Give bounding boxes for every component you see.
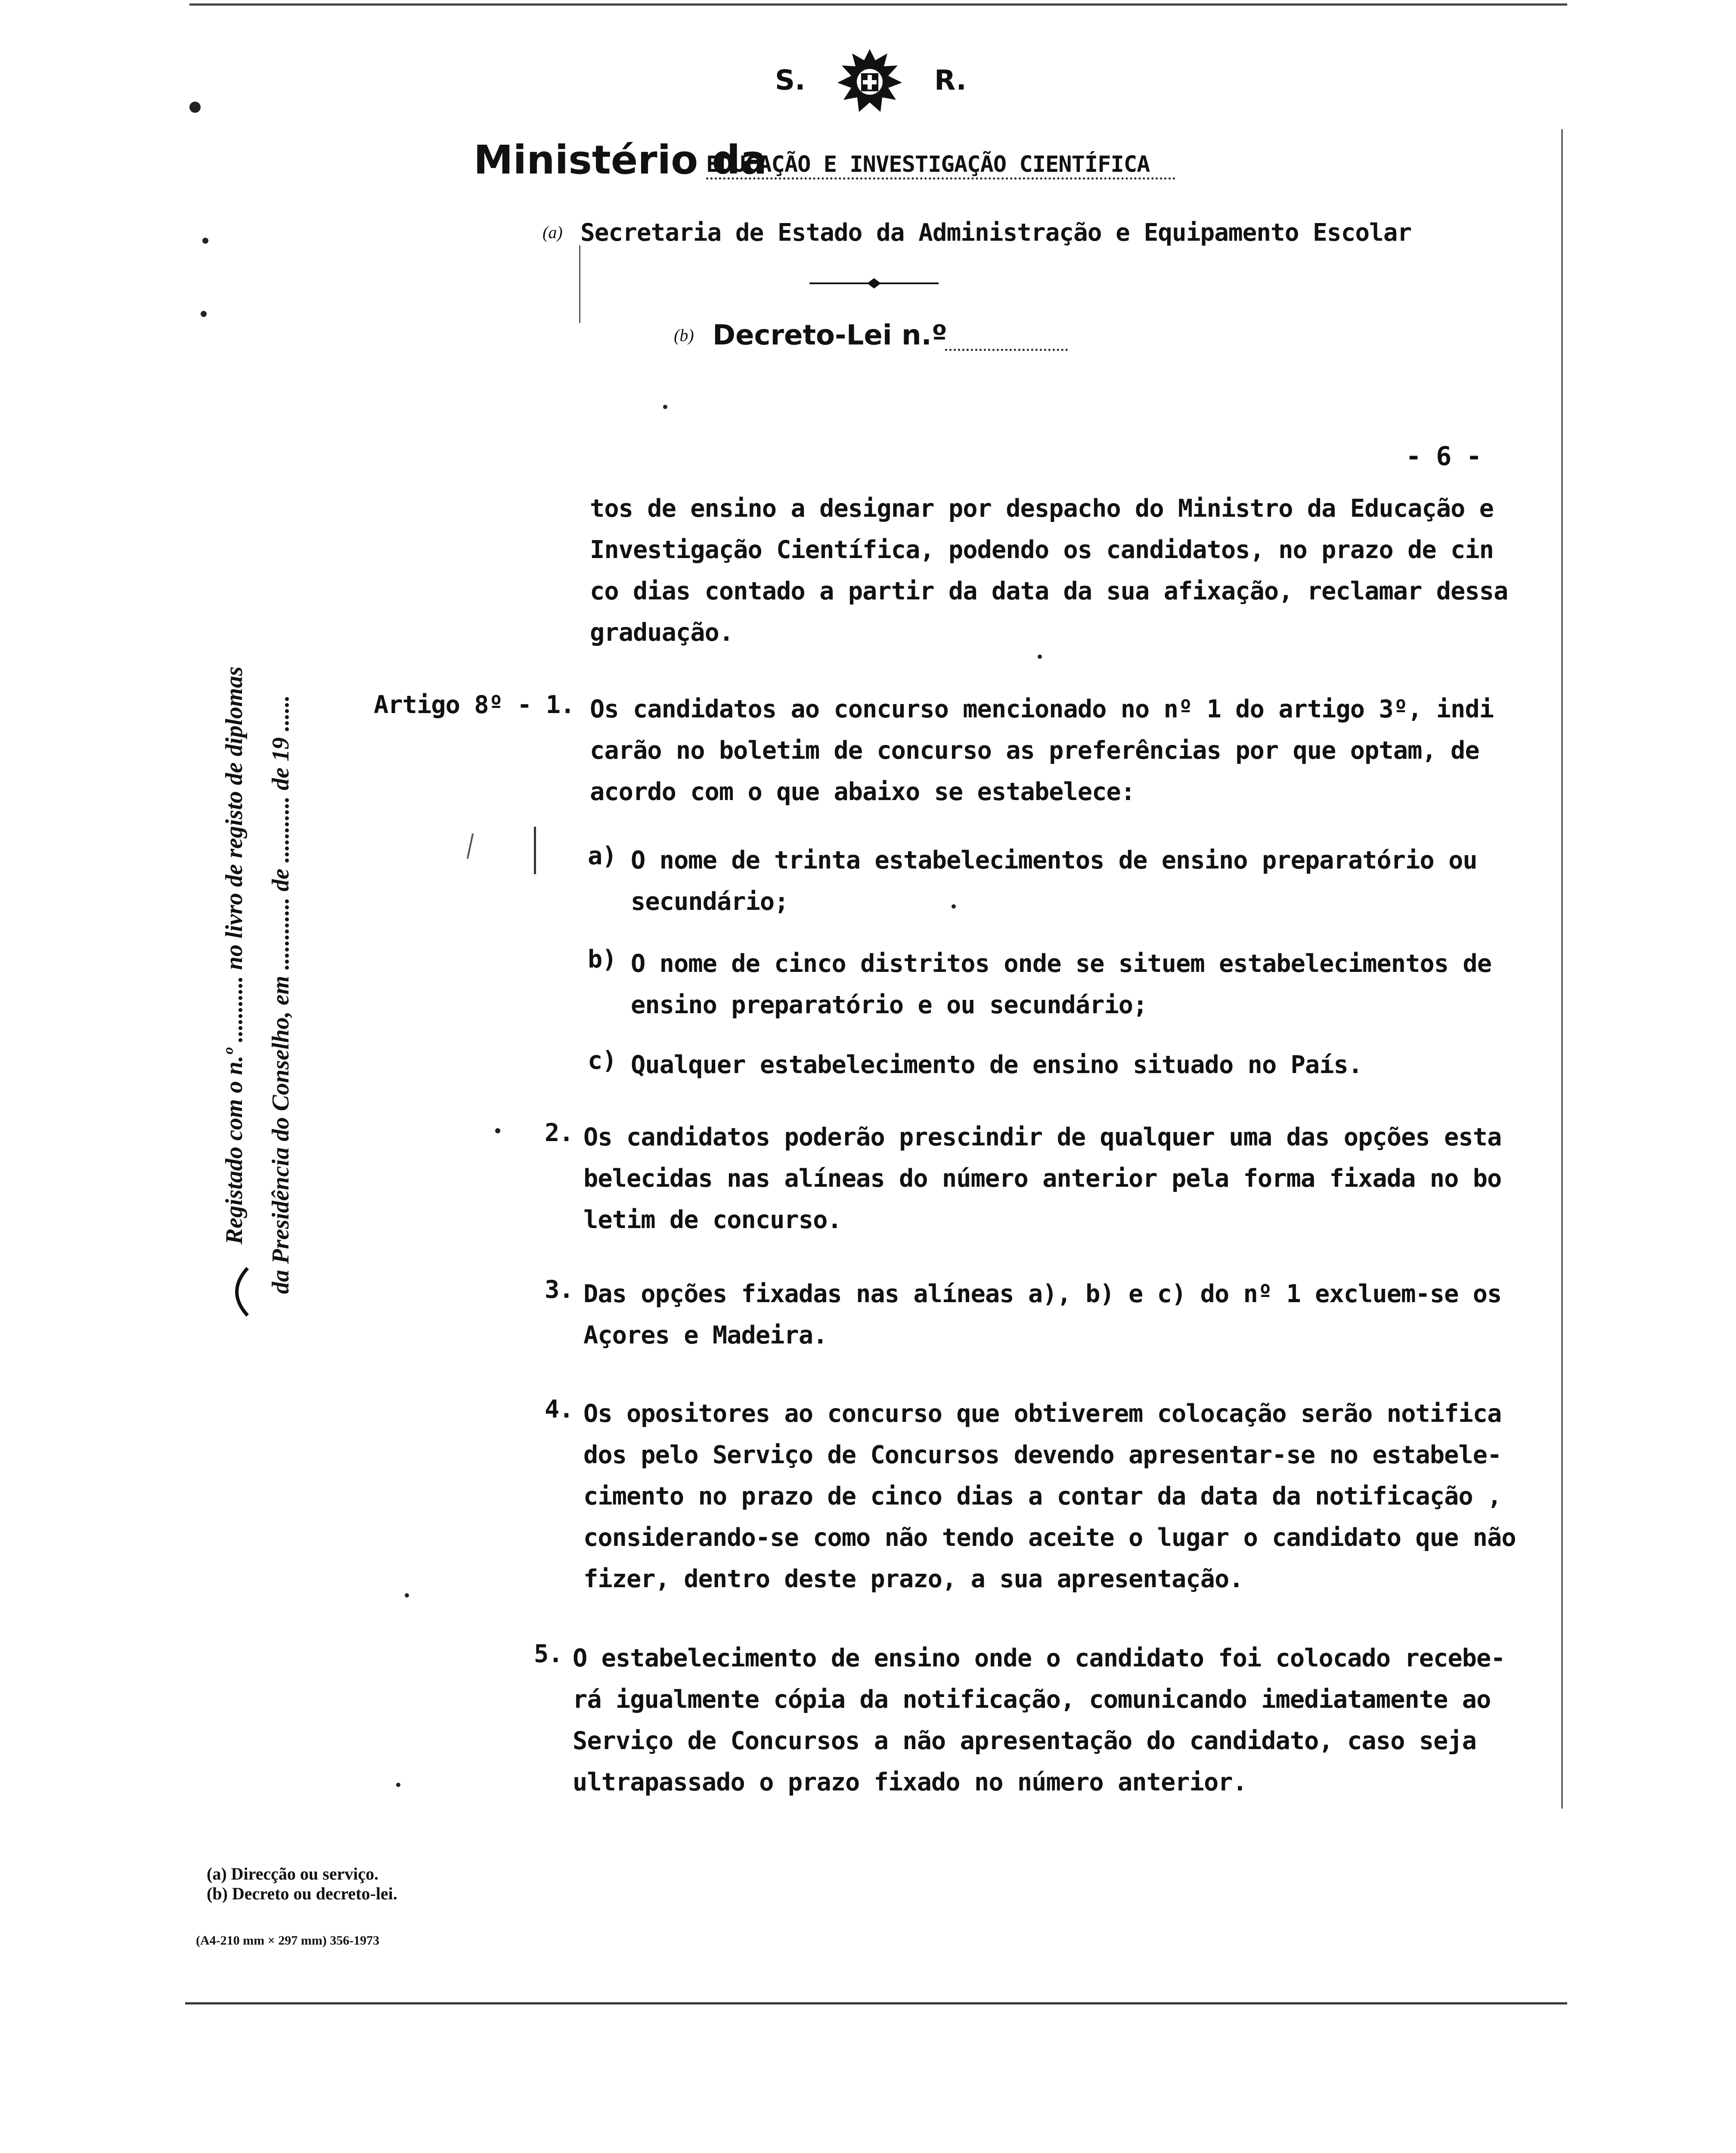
number-marker: 2.	[545, 1119, 574, 1147]
intro-line: co dias contado a partir da data da sua afixação, reclamar dessa	[590, 577, 1508, 605]
numbered-line: Serviço de Concursos a não apresentação do candidato, caso seja	[573, 1727, 1476, 1755]
numbered-line: fizer, dentro deste prazo, a sua apresentação.	[583, 1565, 1243, 1593]
intro-line: Investigação Científica, podendo os candidatos, no prazo de cin	[590, 536, 1494, 564]
scan-speck	[405, 1593, 409, 1598]
margin-presidency-text: da Presidência do Conselho, em ............ de ........... de 19 ......	[267, 695, 294, 1294]
decree-label: Decreto-Lei n.º	[713, 320, 947, 351]
page-number: - 6 -	[1406, 441, 1482, 472]
scan-speck	[202, 238, 208, 244]
numbered-line: cimento no prazo de cinco dias a contar da data da notificação ,	[583, 1482, 1502, 1511]
pencil-mark	[534, 827, 536, 874]
item-marker: b)	[588, 945, 617, 974]
coat-of-arms-emblem-icon	[833, 47, 906, 116]
paragraph-line: carão no boletim de concurso as preferências por que optam, de	[590, 736, 1479, 765]
intro-line: tos de ensino a designar por despacho do Ministro da Educação e	[590, 494, 1494, 523]
form-reference: (A4-210 mm × 297 mm) 356-1973	[196, 1933, 380, 1948]
scan-speck	[1038, 655, 1042, 659]
footnote-a: (a) Direcção ou serviço.	[207, 1864, 379, 1883]
secretariat-name: Secretaria de Estado da Administração e Equipamento Escolar	[580, 219, 1412, 247]
article-label: Artigo 8º - 1.	[374, 691, 575, 719]
scan-speck	[952, 904, 956, 909]
item-line: O nome de trinta estabelecimentos de ensino preparatório ou	[631, 846, 1477, 875]
ornament-divider	[809, 278, 939, 289]
numbered-line: Açores e Madeira.	[583, 1321, 828, 1350]
numbered-line: ultrapassado o prazo fixado no número anterior.	[573, 1768, 1247, 1796]
item-marker: c)	[588, 1046, 617, 1075]
pencil-mark	[467, 833, 474, 859]
paragraph-line: acordo com o que abaixo se estabelece:	[590, 778, 1135, 806]
numbered-line: belecidas nas alíneas do número anterior pela forma fixada no bo	[583, 1164, 1502, 1193]
margin-bracket	[224, 1266, 250, 1318]
item-marker: a)	[588, 842, 617, 870]
footnote-marker-b: (b)	[674, 326, 694, 345]
numbered-line: dos pelo Serviço de Concursos devendo apresentar-se no estabele-	[583, 1441, 1502, 1469]
ministry-heading: Ministério da	[474, 137, 767, 183]
numbered-line: Das opções fixadas nas alíneas a), b) e c) do nº 1 excluem-se os	[583, 1280, 1502, 1308]
header-r-letter: R.	[934, 65, 967, 96]
header-s-letter: S.	[775, 65, 806, 96]
number-marker: 3.	[545, 1275, 574, 1304]
decree-number-blank	[945, 349, 1068, 351]
marginal-tick-line	[579, 245, 580, 323]
margin-registration-text: Registado com o n.º ........... no livro de registo de diplomas	[221, 666, 248, 1244]
bottom-border-line	[185, 2002, 1567, 2004]
item-line: ensino preparatório e ou secundário;	[631, 991, 1147, 1019]
item-line: secundário;	[631, 887, 789, 916]
scan-speck	[495, 1128, 500, 1133]
right-border-line	[1561, 129, 1563, 1809]
footnote-b: (b) Decreto ou decreto-lei.	[207, 1884, 397, 1903]
top-border-line	[189, 3, 1567, 6]
number-marker: 4.	[545, 1395, 574, 1424]
item-line: O nome de cinco distritos onde se situem estabelecimentos de	[631, 949, 1492, 978]
numbered-line: Os opositores ao concurso que obtiverem colocação serão notifica	[583, 1399, 1502, 1428]
numbered-line: O estabelecimento de ensino onde o candidato foi colocado recebe-	[573, 1644, 1505, 1672]
scan-speck	[201, 311, 207, 317]
intro-line: graduação.	[590, 618, 734, 647]
item-line: Qualquer estabelecimento de ensino situado no País.	[631, 1051, 1363, 1079]
scan-speck	[189, 102, 201, 113]
scan-speck	[663, 405, 667, 409]
numbered-line: Os candidatos poderão prescindir de qualquer uma das opções esta	[583, 1123, 1502, 1151]
ministry-name: EDUCAÇÃO E INVESTIGAÇÃO CIENTÍFICA	[706, 152, 1175, 180]
numbered-line: letim de concurso.	[583, 1206, 842, 1234]
numbered-line: rá igualmente cópia da notificação, comunicando imediatamente ao	[573, 1685, 1491, 1714]
numbered-line: considerando-se como não tendo aceite o lugar o candidato que não	[583, 1523, 1516, 1552]
paragraph-line: Os candidatos ao concurso mencionado no nº 1 do artigo 3º, indi	[590, 695, 1494, 723]
footnote-marker-a: (a)	[542, 223, 563, 242]
number-marker: 5.	[534, 1640, 563, 1668]
scan-speck	[396, 1783, 400, 1787]
